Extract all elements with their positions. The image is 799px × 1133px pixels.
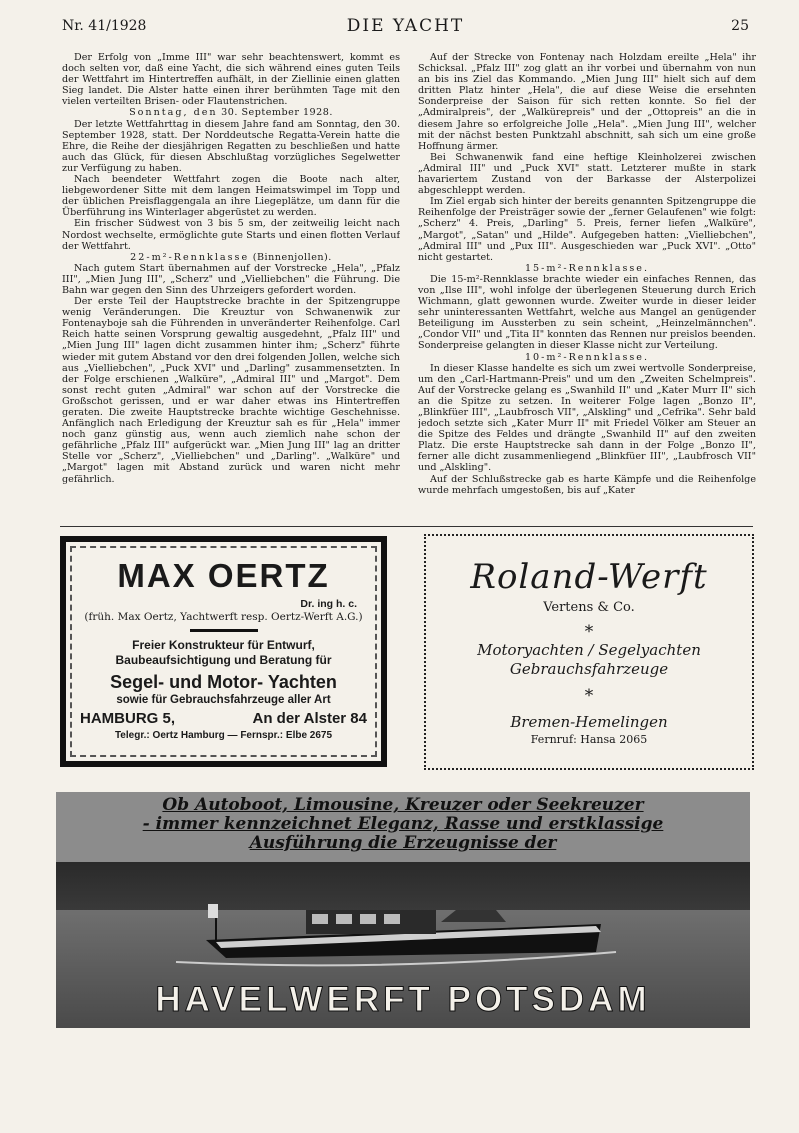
page-number: 25 [731,18,749,34]
ad-headline-line2: - immer kennzeichnet Eleganz, Rasse und erstklassige [142,814,664,834]
star-ornament: * [584,686,594,706]
ad-products-line2: Gebrauchsfahrzeuge [509,660,669,678]
class-heading: 22-m²-Rennklasse (Binnenjollen). [130,251,332,263]
ad-company-name: MAX OERTZ [117,557,330,594]
ad-city: HAMBURG 5, [80,710,176,727]
ad-divider [190,629,258,632]
ad-description: Freier Konstrukteur für Entwurf, Baubeaufsichtigung und Beratung für [115,638,332,667]
class-heading: 15-m²-Rennklasse. [524,262,650,274]
paragraph: Auf der Strecke von Fontenay nach Holzdam ereilte „Hela" ihr Schicksal. „Pfalz III" zog glatt an ihr vorbei und übernahm von nun an bis ins Ziel das Kommando. „Mien Jung III" hielt sich auf dem dritten Platz hinter „Hela", die auf diese Weise die ersehnten Sonderpreise der Saison für sich retten konnte. So fiel der „Admiralpreis", der „Walkürepreis" und der „Ottopreis" an die in diesem Jahre so erfolgreiche Jolle „Hela". „Mien Jung III", welcher mit der nächst besten Punktzahl abschnitt, sah sich um eine große Hoffnung ärmer. [418,52,756,152]
ad-roland-werft [424,534,754,770]
ad-street: An der Alster 84 [252,710,367,727]
ad-degree: Dr. ing h. c. [300,598,357,610]
ad-headline: Segel- und Motor- Yachten [110,672,337,692]
paragraph: Der letzte Wettfahrttag in diesem Jahre fand am Sonntag, den 30. September 1928, statt. Der Norddeutsche Regatta-Verein hatte die Ehre, die Reihe der diesjährigen Regatten zu beschließen und hatte auch das Glück, für diesen Abschlußtag vorzügliches Segelwetter zur Verfügung zu haben. [62,118,400,174]
paragraph: Ein frischer Südwest von 3 bis 5 sm, der zeitweilig leicht nach Nordost wechselte, ermöglichte gute Starts und einen flotten Verlauf der Wettfahrt. [62,218,400,252]
ad-havelwerft [56,792,750,1028]
class-heading: 10-m²-Rennklasse. [524,351,650,363]
ad-products-line1: Motoryachten / Segelyachten [477,641,701,659]
ad-telephone: Fernruf: Hansa 2065 [530,733,648,746]
paragraph: Nach beendeter Wettfahrt zogen die Boote nach alter, liebgewordener Sitte mit dem langen Heimatswimpel im Topp und der üblichen Preisflaggengala an ihre Liegeplätze, um dann für die Überführung ins Winterlager abgerüstet zu werden. [62,174,400,219]
paragraph: Die 15-m²-Rennklasse brachte wieder ein einfaches Rennen, das von „Ilse III", wohl infolge der überlegenen Steuerung durch Erich Wichmann, glatt gewonnen wurde. Zweiter wurde in dieser leider sehr uninteressanten Wettfahrt, welche aus Mangel an genügender Beteiligung im Aussterben zu sein scheint, „Heinzelmännchen". „Condor VII" und „Tita II" konnten das Rennen nur preislos beenden. Sonderpreise gelangten in dieser Klasse nicht zur Verteilung. [418,273,756,352]
left-column [62,52,400,514]
paragraph: In dieser Klasse handelte es sich um zwei wertvolle Sonderpreise, um den „Carl-Hartmann-Preis" und um den „Zweiten Schelmpreis". Auf der Vorstrecke gelang es „Swanhild II" und „Kater Murr II" sich an die Spitze zu setzen. In weiterer Folge lagen „Bonzo II", „Blinkfüer III", „Laubfrosch VII", „Alskling" und „Cefrika". Sehr bald jedoch setzte sich „Kater Murr II" mit Friedel Völker am Steuer an die Spitze des Feldes und drängte „Swanhild II" auf den zweiten Platz. Die erste Hauptstrecke sah dann in der Folge „Bonzo II", ferner alle dicht zusammenliegend „Blinkfüer III", „Laubfrosch VII" und „Alskling". [418,362,756,474]
paragraph: Auf der Schlußstrecke gab es harte Kämpfe und die Reihenfolge wurde mehrfach umgestoßen, bis auf „Kater [418,473,756,496]
paragraph: Nach gutem Start übernahmen auf der Vorstrecke „Hela", „Pfalz III", „Mien Jung III", „Scherz" und „Vielliebchen" die Führung. Die Bahn war gegen den Sinn des Uhrzeigers gefordert worden. [62,262,400,296]
magazine-title: DIE YACHT [346,16,465,36]
right-column [418,52,756,514]
ad-frame [66,542,381,761]
date-heading: Sonntag, den 30. September 1928. [129,107,333,119]
ad-headline [56,796,750,853]
ad-company-name: Roland-Werft [470,557,708,597]
article-body [62,52,756,514]
paragraph: Der Erfolg von „Imme III" war sehr beachtenswert, kommt es doch selten vor, daß eine Yacht, die sich während eines guten Teils der Wettfahrt im Hintertreffen aufhält, in der Ziellinie einen glatten Sieg landet. Die Alster hatte einen ihrer berühmten Tage mit den vielen verteilten Brisen- oder Flautenstrichen. [62,52,400,108]
star-ornament: * [584,622,594,642]
issue-number: Nr. 41/1928 [62,18,147,34]
ad-brand-name: HAVELWERFT POTSDAM [155,980,651,1019]
ad-owner: Vertens & Co. [543,600,635,615]
divider [60,526,753,527]
ad-max-oertz [60,536,387,767]
ad-city: Bremen-Hemelingen [510,713,668,731]
ad-subline: sowie für Gebrauchsfahrzeuge aller Art [116,694,331,706]
paragraph: Bei Schwanenwik fand eine heftige Kleinholzerei zwischen „Admiral III" und „Puck XVI" statt. Letzterer mußte in stark havariertem Zustand von der Barkasse der Alsterpolizei abgeschleppt werden. [418,151,756,197]
paragraph: Der erste Teil der Hauptstrecke brachte in der Spitzengruppe wenig Veränderungen. Die Kreuztur von Schwanenwik zur Fontenayboje sah die Führenden in unveränderter Reihenfolge. Carl Reich hatte seinen Vorsprung gewaltig ausgedehnt, „Pfalz III" und „Mien Jung III" lagen dicht zusammen hinter ihm; „Scherz" führte wieder mit gutem Abstand vor den drei folgenden Jollen, welche sich aus „Vielliebchen", „Puck XVI" und „Darling" zusammensetzten. In der Folge erschienen „Walküre", „Admiral III" und „Margot". Dem sonst recht guten „Admiral" war schon auf der Vorstrecke die Großschot gerissen, und er war daher etwas ins Hintertreffen geraten. Die zweite Hauptstrecke brachte wichtige Geschehnisse. Anfänglich nach Erledigung der Kreuztur sah es für „Hela" immer noch ganz günstig aus, wenn auch ziemlich nahe schon der gefährliche „Pfalz III" aufgerückt war. „Mien Jung III" lag an dritter Stelle vor „Scherz", „Vielliebchen" und „Darling". „Walküre" und „Margot" lagen mit Abstand zurück und waren nicht mehr gefährlich. [62,296,400,485]
page-header [62,16,749,40]
ad-headline-line1: Ob Autoboot, Limousine, Kreuzer oder Seekreuzer [162,795,644,815]
paragraph: Im Ziel ergab sich hinter der bereits genannten Spitzengruppe die Reihenfolge der Preisträger sowie der „ferner Gelaufenen" wie folgt: „Scherz" 4. Preis, „Darling" 5. Preis, ferner liefen „Walküre", „Margot", „Satan" und „Hilde". Aufgegeben hatten: „Vielliebchen", „Admiral III" und „Pux III". Ausgeschieden war „Puck XVI". „Otto" nicht gestartet. [418,196,756,263]
ad-former-company: (früh. Max Oertz, Yachtwerft resp. Oertz-Werft A.G.) [84,611,363,623]
ad-address [68,710,379,727]
ad-headline-line3: Ausführung die Erzeugnisse der [249,833,557,853]
ad-telephone: Telegr.: Oertz Hamburg — Fernspr.: Elbe 2675 [114,730,333,741]
